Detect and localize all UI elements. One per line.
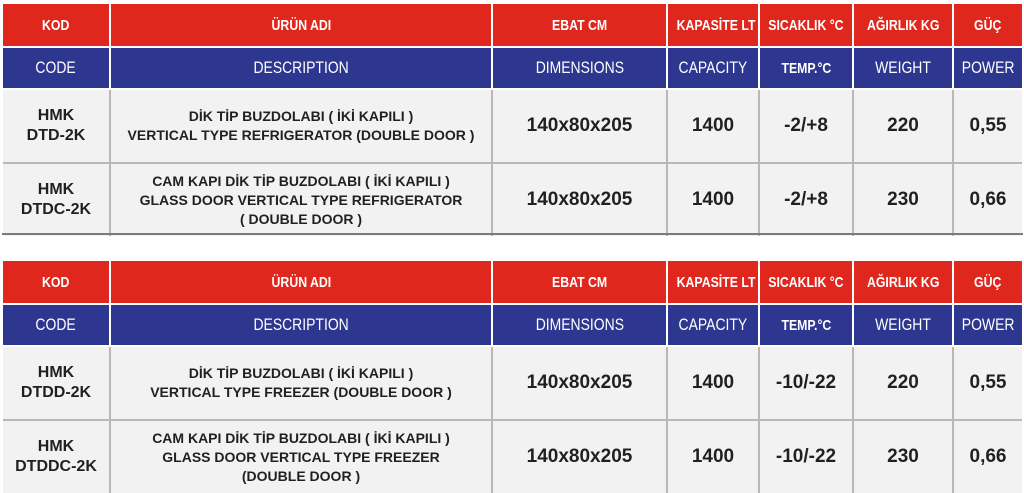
product-description: CAM KAPI DİK TİP BUZDOLABI ( İKİ KAPILI ) GLASS DOOR VERTICAL TYPE REFRIGERATOR ( DOUBLE DOOR ): [111, 164, 493, 236]
product-dimensions: 140x80x205: [493, 421, 668, 493]
header-ebat: EBAT CM: [493, 261, 668, 305]
product-power: 0,66: [954, 421, 1022, 493]
header-dimensions: DIMENSIONS: [493, 48, 668, 90]
product-capacity: 1400: [668, 164, 760, 236]
header-dimensions: DIMENSIONS: [493, 305, 668, 347]
header-temp: TEMP.°C: [760, 48, 854, 90]
table-row: [3, 164, 1022, 236]
header-agirlik: AĞIRLIK KG: [854, 261, 954, 305]
product-power: 0,55: [954, 347, 1022, 421]
header-agirlik: AĞIRLIK KG: [854, 4, 954, 48]
header-kapasite: KAPASİTE LT: [668, 261, 760, 305]
header-temp: TEMP.°C: [760, 305, 854, 347]
header-kod: KOD: [3, 261, 111, 305]
product-power: 0,55: [954, 90, 1022, 164]
header-power: POWER: [954, 305, 1022, 347]
refrigerator-spec-table: [3, 4, 1022, 236]
product-temp: -2/+8: [760, 164, 854, 236]
product-temp: -2/+8: [760, 90, 854, 164]
product-weight: 220: [854, 90, 954, 164]
freezer-spec-table: [3, 261, 1022, 493]
product-description: DİK TİP BUZDOLABI ( İKİ KAPILI ) VERTICAL TYPE FREEZER (DOUBLE DOOR ): [111, 347, 493, 421]
header-code: CODE: [3, 305, 111, 347]
header-description: DESCRIPTION: [111, 48, 493, 90]
header-weight: WEIGHT: [854, 305, 954, 347]
product-code: HMK DTDC-2K: [3, 164, 111, 236]
product-weight: 230: [854, 421, 954, 493]
table-row: [3, 90, 1022, 164]
product-temp: -10/-22: [760, 421, 854, 493]
header-capacity: CAPACITY: [668, 305, 760, 347]
product-temp: -10/-22: [760, 347, 854, 421]
header-weight: WEIGHT: [854, 48, 954, 90]
header-urun-adi: ÜRÜN ADI: [111, 4, 493, 48]
header-description: DESCRIPTION: [111, 305, 493, 347]
header-guc: GÜÇ: [954, 261, 1022, 305]
header-kapasite: KAPASİTE LT: [668, 4, 760, 48]
product-weight: 220: [854, 347, 954, 421]
product-weight: 230: [854, 164, 954, 236]
header-power: POWER: [954, 48, 1022, 90]
header-ebat: EBAT CM: [493, 4, 668, 48]
header-kod: KOD: [3, 4, 111, 48]
header-row-english: [3, 305, 1022, 347]
table-divider: [2, 233, 1023, 235]
product-description: DİK TİP BUZDOLABI ( İKİ KAPILI ) VERTICAL TYPE REFRIGERATOR (DOUBLE DOOR ): [111, 90, 493, 164]
header-guc: GÜÇ: [954, 4, 1022, 48]
product-description: CAM KAPI DİK TİP BUZDOLABI ( İKİ KAPILI ) GLASS DOOR VERTICAL TYPE FREEZER (DOUBLE DOOR ): [111, 421, 493, 493]
header-row-turkish: [3, 261, 1022, 305]
product-capacity: 1400: [668, 90, 760, 164]
header-urun-adi: ÜRÜN ADI: [111, 261, 493, 305]
header-capacity: CAPACITY: [668, 48, 760, 90]
product-dimensions: 140x80x205: [493, 164, 668, 236]
table-row: [3, 347, 1022, 421]
product-capacity: 1400: [668, 421, 760, 493]
header-sicaklik: SICAKLIK °C: [760, 4, 854, 48]
product-code: HMK DTDD-2K: [3, 347, 111, 421]
header-row-english: [3, 48, 1022, 90]
product-capacity: 1400: [668, 347, 760, 421]
product-code: HMK DTD-2K: [3, 90, 111, 164]
table-row: [3, 421, 1022, 493]
product-power: 0,66: [954, 164, 1022, 236]
product-code: HMK DTDDC-2K: [3, 421, 111, 493]
product-dimensions: 140x80x205: [493, 90, 668, 164]
header-row-turkish: [3, 4, 1022, 48]
header-code: CODE: [3, 48, 111, 90]
product-dimensions: 140x80x205: [493, 347, 668, 421]
header-sicaklik: SICAKLIK °C: [760, 261, 854, 305]
